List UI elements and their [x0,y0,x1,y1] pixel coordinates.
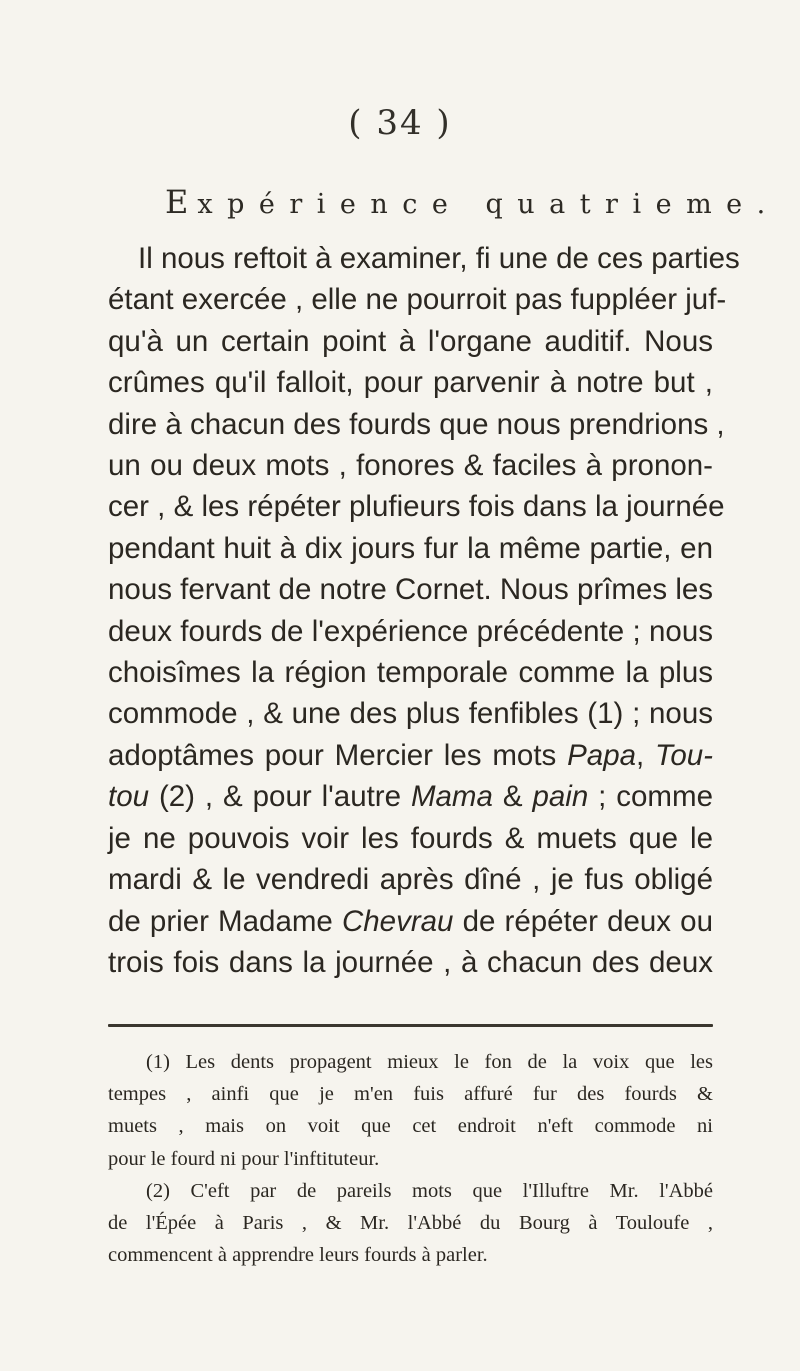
italic-name-papa: Papa [567,738,637,772]
section-heading [165,183,785,221]
footnote-line: muets , mais on voit que cet endroit n'eft commode ni [108,1115,713,1138]
text-line: dire à chacun des fourds que nous prendrions , [108,407,725,441]
text-line: trois fois dans la journée , à chacun des deux [108,945,713,979]
footnote-line: (2) C'eft par de pareils mots que l'Illuftre Mr. l'Abbé [146,1179,713,1202]
main-paragraph [108,238,740,983]
italic-name-toutou-start: Tou- [655,738,713,772]
text-segment: & [492,780,533,814]
footnotes [108,1046,713,1271]
text-line: un ou deux mots , fonores & faciles à pronon- [108,449,713,483]
footnote-line: de l'Épée à Paris , & Mr. l'Abbé du Bourg à Touloufe , [108,1212,713,1235]
text-line: deux fourds de l'expérience précédente ; nous [108,614,713,648]
text-segment: (2) , & pour l'autre [149,780,411,814]
text-line [108,901,713,942]
text-line: Il nous reftoit à examiner, fi une de ces parties [138,242,740,275]
italic-name-chevrau: Chevrau [341,904,454,938]
text-line: cer , & les répéter plufieurs fois dans la journée [108,490,725,524]
text-line: pendant huit à dix jours fur la même partie, en [108,531,713,565]
text-segment: de répéter deux ou [453,904,713,938]
text-line: mardi & le vendredi après dîné , je fus obligé [108,863,713,897]
text-line: crûmes qu'il falloit, pour parvenir à notre but , [108,366,713,400]
text-segment: adoptâmes pour Mercier les mots [108,738,568,772]
heading-initial: E [165,183,198,221]
text-line: nous fervant de notre Cornet. Nous prîmes les [108,573,714,607]
heading-rest: xpérience quatrieme. [197,189,780,220]
footnote-line: commencent à apprendre leurs fourds à parler. [108,1244,488,1267]
footnote-divider [108,1024,713,1027]
italic-name-mama: Mama [410,780,493,814]
page-number: ( 34 ) [348,103,452,143]
footnote-line: (1) Les dents propagent mieux le fon de la voix que les [146,1051,713,1073]
footnote-line: pour le fourd ni pour l'inftituteur. [108,1147,380,1170]
text-line [108,735,713,776]
text-line: commode , & une des plus fenfibles (1) ; nous [108,697,713,731]
text-line: qu'à un certain point à l'organe auditif. Nous [108,324,713,358]
text-line: choisîmes la région temporale comme la plus [108,656,713,690]
italic-word-pain: pain [532,780,589,814]
italic-name-toutou-end: tou [108,780,150,814]
text-line [108,776,713,817]
footnote-line: tempes , ainfi que je m'en fuis affuré fur des fourds & [108,1083,713,1106]
text-segment: , [636,738,656,772]
text-segment: ; comme [588,780,713,814]
text-line: je ne pouvois voir les fourds & muets que le [108,821,713,855]
text-segment: de prier Madame [108,904,342,938]
text-line: étant exercée , elle ne pourroit pas fuppléer juf- [108,283,727,317]
